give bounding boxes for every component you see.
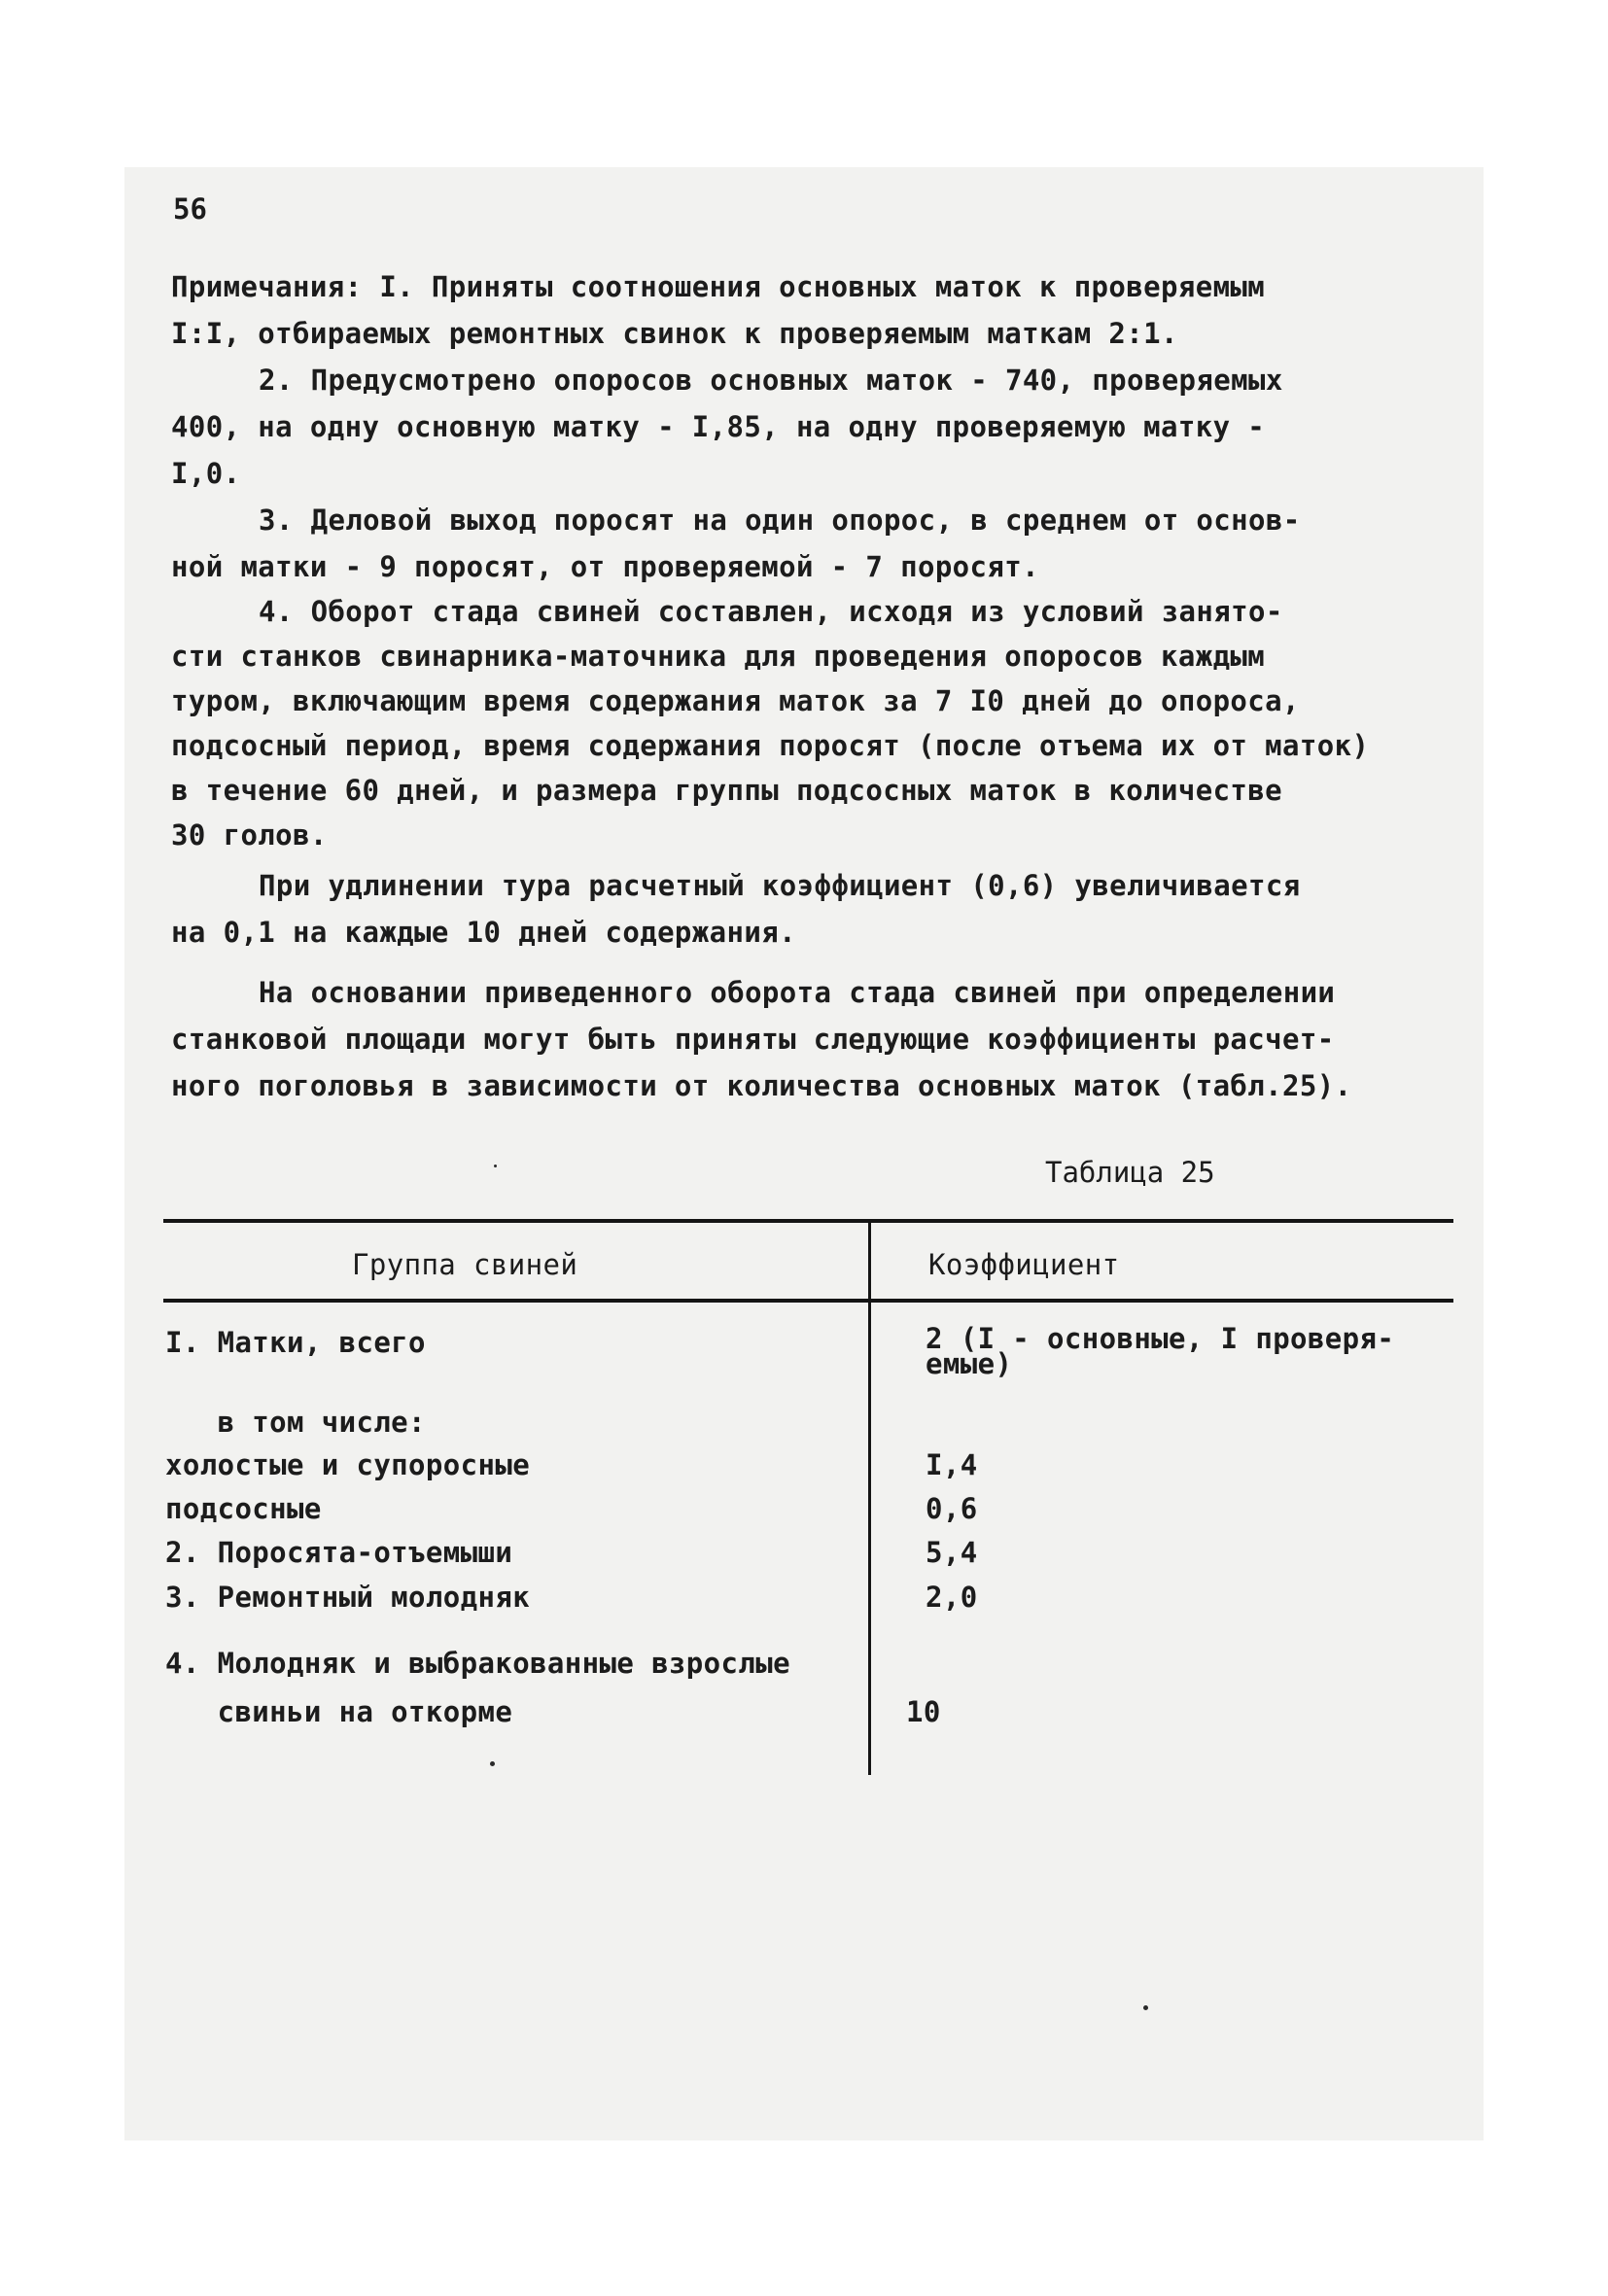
text-line: При удлинении тура расчетный коэффициент (0,6) увеличивается <box>259 869 1301 902</box>
table-row-group: 4. Молодняк и выбракованные взрослые свиньи на откорме <box>165 1647 790 1728</box>
table-row-group: подсосные <box>165 1492 322 1525</box>
table-row-group: холостые и супоросные <box>165 1448 531 1481</box>
table-row-coef: 2 (I - основные, I проверя- емые) <box>926 1322 1395 1380</box>
table-row-coef: 10 <box>906 1695 941 1728</box>
table-row-coef: 5,4 <box>926 1536 978 1569</box>
table-row-group: 2. Поросята-отъемыши <box>165 1536 513 1569</box>
text-line: На основании приведенного оборота стада свиней при определении <box>259 976 1336 1009</box>
text-line: 3. Деловой выход поросят на один опорос, в среднем от основ- <box>259 504 1301 537</box>
text-line: ного поголовья в зависимости от количества основных маток (табл.25). <box>171 1069 1352 1102</box>
text-line: станковой площади могут быть приняты следующие коэффициенты расчет- <box>171 1023 1335 1056</box>
text-line: ной матки - 9 поросят, от проверяемой - 7 поросят. <box>171 550 1039 583</box>
table-row-coef: 0,6 <box>926 1492 978 1525</box>
text-line: на 0,1 на каждые 10 дней содержания. <box>171 916 796 949</box>
table-top-rule <box>163 1219 1453 1223</box>
page-number: 56 <box>173 192 207 226</box>
text-line: 4. Оборот стада свиней составлен, исходя из условий занято- <box>259 595 1283 628</box>
text-line: 30 голов. <box>171 818 328 852</box>
table-caption: Таблица 25 <box>1045 1156 1215 1189</box>
text-line: сти станков свинарника-маточника для проведения опоросов каждым <box>171 640 1266 673</box>
table-row-coef: 2,0 <box>926 1581 978 1614</box>
text-line: в течение 60 дней, и размера группы подсосных маток в количестве <box>171 774 1283 807</box>
text-line: I:I, отбираемых ремонтных свинок к проверяемым маткам 2:1. <box>171 317 1178 350</box>
header-group: Группа свиней <box>352 1248 578 1281</box>
speck <box>494 1165 497 1167</box>
table-row-group: в том числе: <box>165 1406 426 1439</box>
text-line: туром, включающим время содержания маток за 7 I0 дней до опороса, <box>171 684 1300 717</box>
speck <box>1143 2005 1148 2010</box>
text-line: подсосный период, время содержания поросят (после отъема их от маток) <box>171 729 1370 762</box>
table-row-coef: I,4 <box>926 1448 978 1481</box>
table-row-group: 3. Ремонтный молодняк <box>165 1581 531 1614</box>
text-line: I,0. <box>171 457 241 490</box>
text-line: 400, на одну основную матку - I,85, на одну проверяемую матку - <box>171 410 1266 443</box>
speck <box>490 1761 495 1766</box>
table-row-group: I. Матки, всего <box>165 1326 426 1359</box>
text-line: Примечания: I. Приняты соотношения основных маток к проверяемым <box>171 270 1266 303</box>
document-page <box>124 167 1484 2140</box>
text-line: 2. Предусмотрено опоросов основных маток - 740, проверяемых <box>259 364 1283 397</box>
header-bottom-rule <box>163 1299 1453 1303</box>
column-divider <box>868 1221 871 1775</box>
header-coefficient: Коэффициент <box>928 1248 1120 1281</box>
